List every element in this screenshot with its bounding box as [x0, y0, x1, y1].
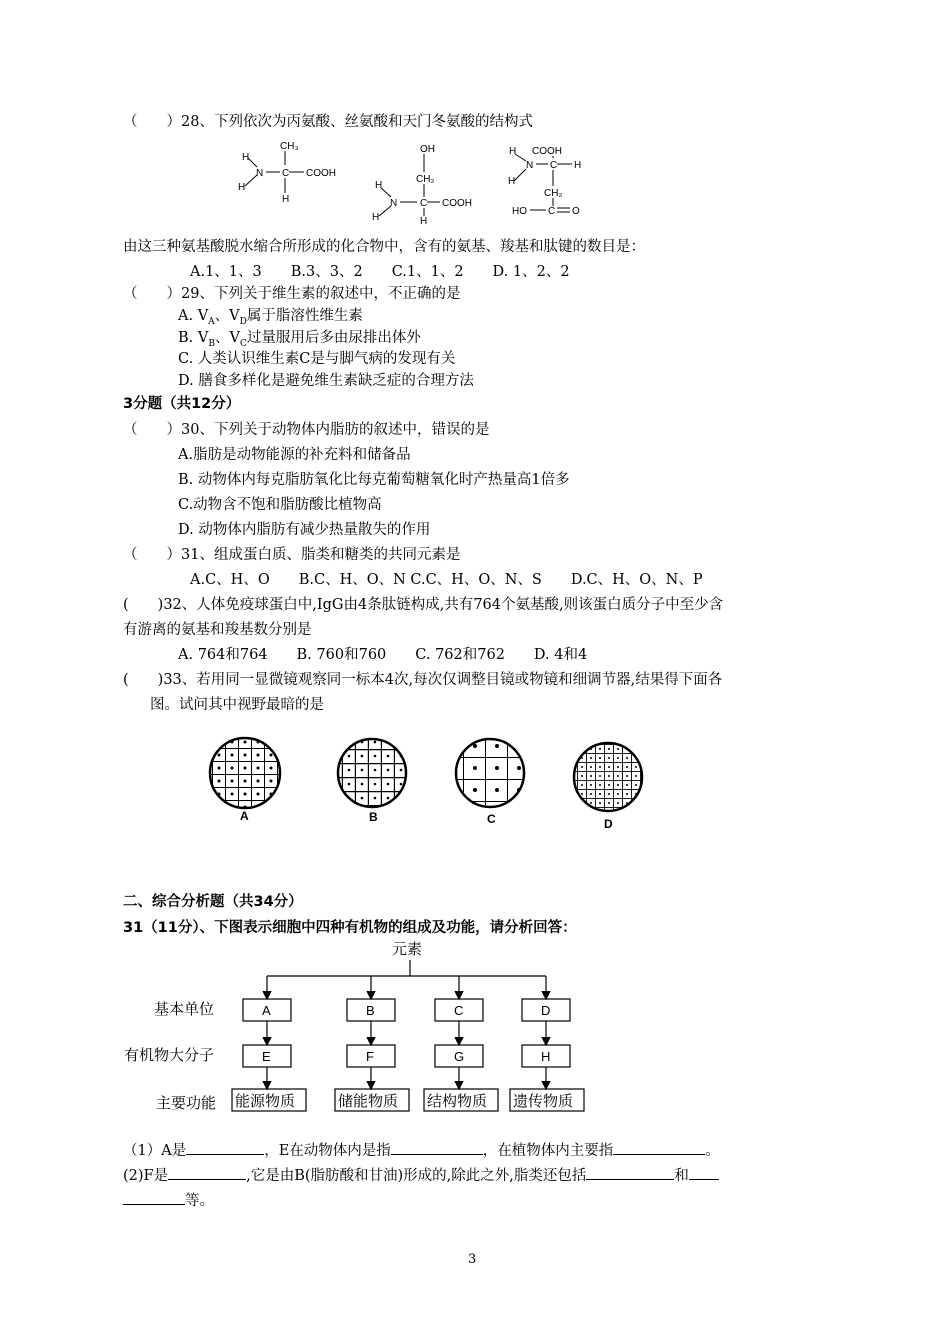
row-label-units: 基本单位: [154, 1001, 215, 1018]
q30-stem: 30、下列关于动物体内脂肪的叙述中，错误的是: [181, 422, 490, 438]
answer-paren: ( ): [123, 672, 164, 688]
ala-r: CH₃: [280, 141, 299, 152]
macro-e: E: [262, 1049, 271, 1064]
answer-blank[interactable]: [689, 1165, 719, 1180]
function-energy: 能源物质: [235, 1093, 296, 1110]
field-b: [335, 735, 415, 815]
q28-line: [123, 112, 533, 132]
amino-acid-structures: [230, 138, 600, 228]
answer-blank[interactable]: [586, 1165, 674, 1180]
ser-n: N: [390, 198, 398, 209]
answer-blank[interactable]: [123, 1190, 185, 1205]
macro-g: G: [454, 1049, 465, 1064]
ser-h3: H: [420, 216, 428, 227]
section-heading-3pt: 3分题（共12分）: [123, 396, 241, 412]
q33-line: [123, 670, 722, 690]
q31b-part2-cont: 等。: [123, 1190, 214, 1211]
unit-b: B: [366, 1003, 375, 1018]
q32-stem: 32、人体免疫球蛋白中,IgG由4条肽链构成,共有764个氨基酸,则该蛋白质分子中至少含: [163, 597, 724, 613]
macro-h: H: [541, 1049, 551, 1064]
asp-ch2: CH₂: [544, 188, 563, 199]
answer-paren: （ ）: [123, 422, 181, 438]
q30-option-a: A.脂肪是动物能源的补充料和储备品: [178, 447, 411, 463]
page-number: 3: [468, 1252, 477, 1267]
q33-stem: 33、若用同一显微镜观察同一标本4次,每次仅调整目镜或物镜和细调节器,结果得下面各: [163, 672, 723, 688]
q32-stem2: 有游离的氨基和羧基数分别是: [123, 622, 312, 638]
answer-paren: （ ）: [123, 114, 181, 130]
ala-n: N: [256, 168, 264, 179]
q33-stem2: 图。试问其中视野最暗的是: [150, 697, 324, 713]
ala-c: C: [282, 168, 290, 179]
answer-blank[interactable]: [613, 1140, 705, 1155]
asp-cc: C: [548, 206, 556, 217]
q30-option-b: B. 动物体内每克脂肪氧化比每克葡萄糖氧化时产热量高1倍多: [178, 472, 570, 488]
asp-cooh: COOH: [532, 146, 562, 157]
asp-h2: H: [574, 160, 582, 171]
asp-ho: HO: [512, 206, 527, 217]
row-label-macro: 有机物大分子: [124, 1047, 215, 1064]
diagram-root: 元素: [392, 941, 423, 958]
asp-h1: H: [509, 146, 517, 157]
ser-c: C: [420, 198, 428, 209]
ser-h2: H: [372, 212, 380, 223]
field-a: [208, 735, 288, 815]
ala-h3: H: [282, 194, 290, 205]
row-label-function: 主要功能: [156, 1095, 217, 1112]
unit-a: A: [262, 1003, 271, 1018]
q28-question: 由这三种氨基酸脱水缩合所形成的化合物中，含有的氨基、羧基和肽键的数目是：: [123, 239, 645, 255]
answer-blank[interactable]: [391, 1140, 483, 1155]
q31a-stem: 31、组成蛋白质、脂类和糖类的共同元素是: [181, 547, 461, 563]
q31b-stem: 31（11分）、下图表示细胞中四种有机物的组成及功能，请分析回答：: [123, 920, 577, 936]
q28-stem: 28、下列依次为丙氨酸、丝氨酸和天门冬氨酸的结构式: [181, 114, 533, 130]
field-label-b: B: [369, 810, 378, 824]
section-heading-analysis: 二、综合分析题（共34分）: [123, 894, 303, 910]
ser-h1: H: [375, 180, 383, 191]
ser-ch2: CH₂: [416, 174, 435, 185]
q31a-options: A.C、H、O B.C、H、O、N C.C、H、O、N、S D.C、H、O、N、P: [190, 572, 703, 588]
q30-option-d: D. 动物体内脂肪有减少热量散失的作用: [178, 522, 431, 538]
function-storage: 储能物质: [338, 1093, 399, 1110]
ala-cooh: COOH: [306, 168, 336, 179]
asp-c: C: [550, 160, 558, 171]
organic-matter-diagram: [110, 938, 610, 1118]
ser-cooh: COOH: [442, 198, 472, 209]
answer-paren: ( ): [123, 597, 164, 613]
asp-o: O: [572, 206, 580, 217]
q30-option-c: C.动物含不饱和脂肪酸比植物高: [178, 497, 382, 513]
macro-f: F: [366, 1049, 374, 1064]
answer-blank[interactable]: [168, 1165, 246, 1180]
q32-options: A. 764和764 B. 760和760 C. 762和762 D. 4和4: [178, 647, 588, 663]
q29-option-d: D. 膳食多样化是避免维生素缺乏症的合理方法: [178, 373, 474, 389]
field-c: [453, 735, 533, 815]
function-genetic: 遗传物质: [513, 1093, 574, 1110]
q29-option-c: C. 人类认识维生素C是与脚气病的发现有关: [178, 351, 456, 367]
microscope-fields: [200, 735, 660, 835]
unit-c: C: [454, 1003, 464, 1018]
field-d: [570, 739, 650, 819]
field-label-d: D: [604, 817, 613, 831]
q29-stem: 29、下列关于维生素的叙述中，不正确的是: [181, 286, 461, 302]
asp-h3: H: [508, 176, 516, 187]
q31a-line: [123, 545, 460, 565]
asp-n: N: [526, 160, 534, 171]
q32-line: [123, 595, 723, 615]
answer-blank[interactable]: [186, 1140, 264, 1155]
ser-oh: OH: [420, 144, 435, 155]
answer-paren: （ ）: [123, 547, 181, 563]
q29-option-b: B. $V_B$、$V_C$过量服用后多由尿排出体外: [178, 330, 421, 349]
field-label-c: C: [487, 812, 496, 826]
q29-line: [123, 284, 460, 304]
answer-paren: （ ）: [123, 286, 181, 302]
q31b-part1: （1）A是 ，E在动物体内是指 ，在植物体内主要指 。: [123, 1140, 720, 1161]
q31b-part2: (2)F是 ,它是由B(脂肪酸和甘油)形成的,除此之外,脂类还包括 和: [123, 1165, 719, 1186]
function-structure: 结构物质: [427, 1093, 488, 1110]
unit-d: D: [541, 1003, 551, 1018]
q28-options: A.1、1、3 B.3、3、2 C.1、1、2 D. 1、2、2: [190, 264, 570, 280]
ala-h2: H: [238, 182, 246, 193]
ala-h1: H: [242, 152, 250, 163]
q30-line: [123, 420, 489, 440]
q29-option-a: A. $V_A$、$V_D$属于脂溶性维生素: [178, 308, 363, 327]
field-label-a: A: [240, 809, 249, 823]
